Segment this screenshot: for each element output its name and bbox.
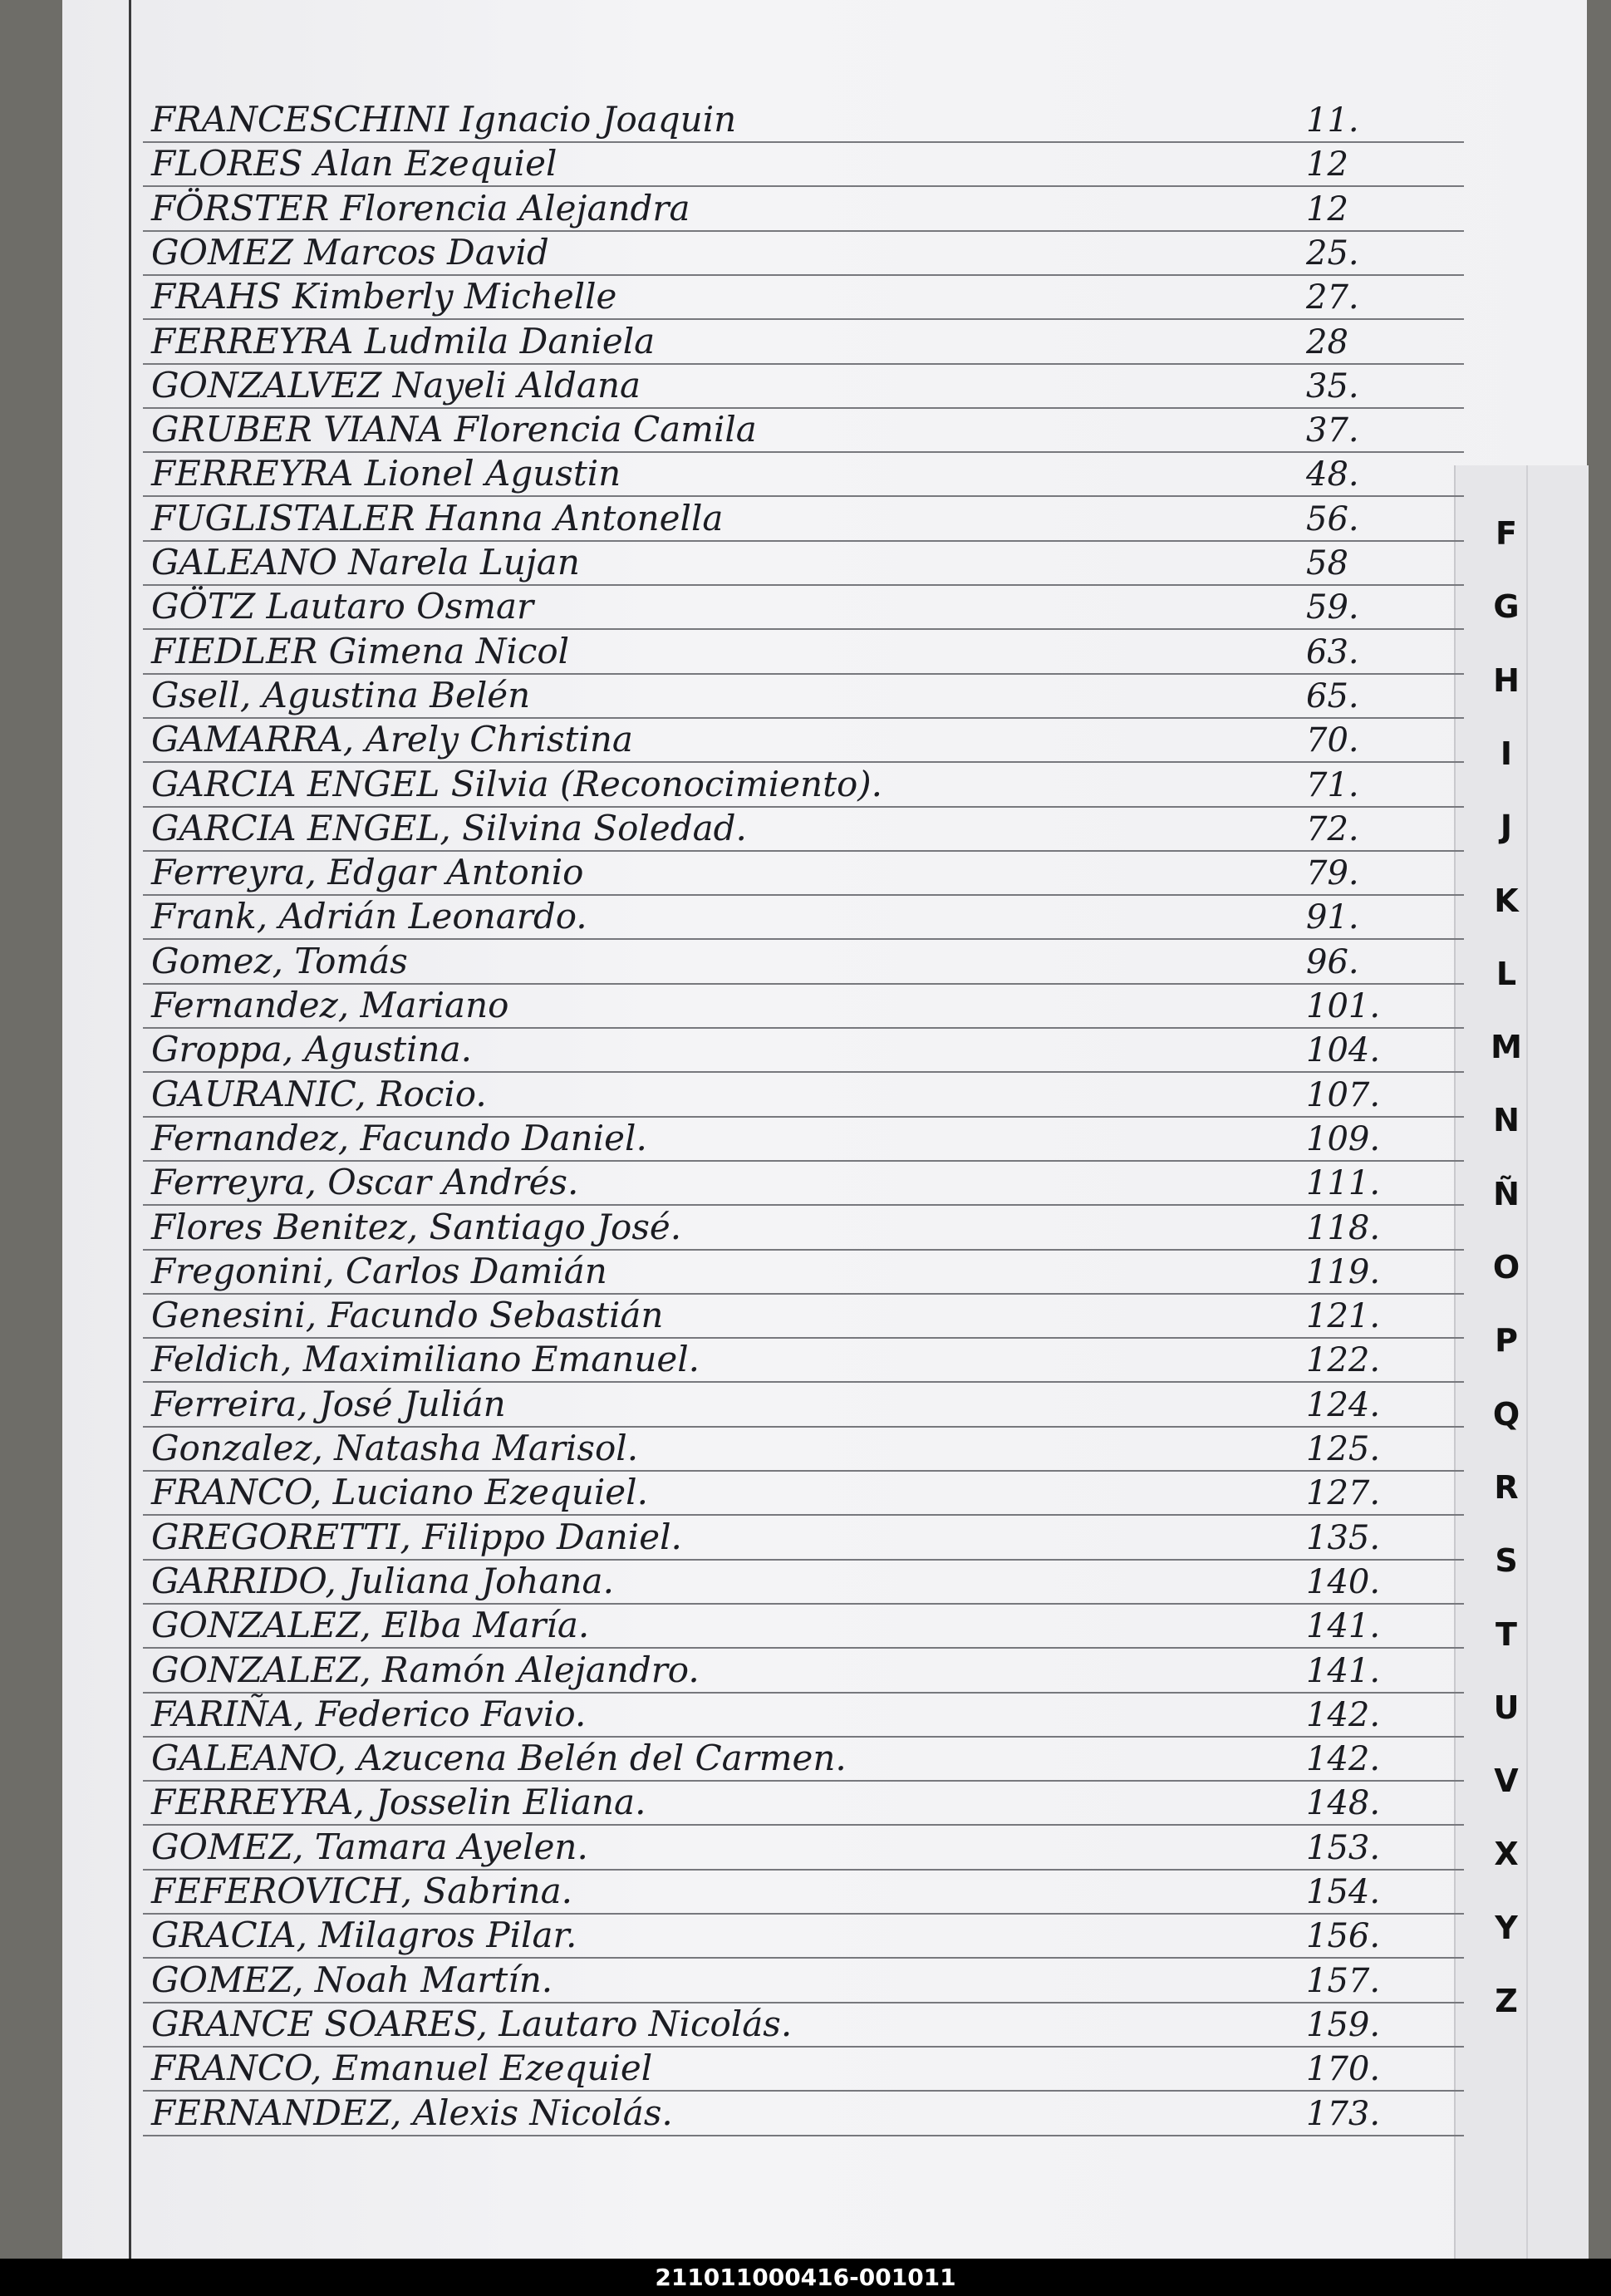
ledger-entry <box>143 321 1464 365</box>
folio-number: 141. <box>1306 1652 1381 1690</box>
index-tab[interactable]: Z <box>1495 1983 1518 2019</box>
ledger-entry <box>143 1074 1464 1118</box>
index-tab[interactable]: S <box>1495 1542 1518 1579</box>
ledger-entry <box>143 1738 1464 1782</box>
folio-number: 65. <box>1306 677 1359 715</box>
ruled-line <box>143 1514 1464 1516</box>
student-name: FLORES Alan Ezequiel <box>151 143 557 184</box>
index-tab[interactable]: V <box>1494 1763 1519 1799</box>
document-id: 211011000416-001011 <box>655 2264 956 2291</box>
ledger-entry <box>143 1605 1464 1649</box>
ledger-entry <box>143 1472 1464 1516</box>
ruled-line <box>143 2135 1464 2136</box>
ledger-entry <box>143 542 1464 586</box>
student-name: Fernandez, Mariano <box>151 985 509 1025</box>
folio-number: 12 <box>1306 190 1348 229</box>
ruled-line <box>143 1071 1464 1073</box>
index-tab[interactable]: G <box>1493 588 1520 625</box>
student-name: FÖRSTER Florencia Alejandra <box>151 188 690 229</box>
student-name: Gsell, Agustina Belén <box>151 675 531 715</box>
folio-number: 170. <box>1306 2050 1381 2088</box>
ruled-line <box>143 1824 1464 1826</box>
student-name: GONZALEZ, Elba María. <box>151 1605 590 1645</box>
student-name: GRANCE SOARES, Lautaro Nicolás. <box>151 2003 793 2044</box>
student-name: FRAHS Kimberly Michelle <box>151 276 617 317</box>
student-name: GARCIA ENGEL Silvia (Reconocimiento). <box>151 764 882 804</box>
ledger-entry <box>143 1162 1464 1206</box>
ledger-entry <box>143 1339 1464 1383</box>
student-name: FARIÑA, Federico Favio. <box>151 1694 587 1734</box>
ruled-line <box>143 1647 1464 1649</box>
ledger-entry <box>143 1295 1464 1339</box>
student-name: FEFEROVICH, Sabrina. <box>151 1871 572 1911</box>
folio-number: 11. <box>1306 101 1359 140</box>
ledger-entry <box>143 764 1464 808</box>
ledger-entry <box>143 1915 1464 1959</box>
ledger-entry <box>143 2092 1464 2136</box>
folio-number: 35. <box>1306 367 1359 406</box>
folio-number: 127. <box>1306 1474 1381 1512</box>
ledger-entry <box>143 1029 1464 1073</box>
ledger-entry <box>143 2048 1464 2092</box>
ruled-line <box>143 495 1464 497</box>
ruled-line <box>143 1957 1464 1959</box>
student-name: Gonzalez, Natasha Marisol. <box>151 1428 639 1468</box>
student-name: Frank, Adrián Leonardo. <box>151 896 587 937</box>
index-tab[interactable]: N <box>1493 1102 1520 1138</box>
ledger-entry <box>143 2003 1464 2048</box>
folio-number: 59. <box>1306 588 1359 627</box>
student-name: Feldich, Maximiliano Emanuel. <box>151 1339 700 1379</box>
folio-number: 48. <box>1306 455 1359 494</box>
student-name: GAMARRA, Arely Christina <box>151 719 633 760</box>
student-name: FRANCO, Emanuel Ezequiel <box>151 2048 653 2088</box>
student-name: GREGORETTI, Filippo Daniel. <box>151 1517 682 1557</box>
folio-number: 173. <box>1306 2095 1381 2133</box>
ledger-entry <box>143 808 1464 852</box>
student-name: Fregonini, Carlos Damián <box>151 1251 607 1291</box>
folio-number: 142. <box>1306 1740 1381 1778</box>
folio-number: 27. <box>1306 278 1359 317</box>
ledger-entry <box>143 941 1464 985</box>
folio-number: 111. <box>1306 1164 1381 1202</box>
student-name: FERREYRA, Josselin Eliana. <box>151 1782 646 1822</box>
folio-number: 72. <box>1306 810 1359 848</box>
index-tab[interactable]: K <box>1494 883 1519 919</box>
ledger-entry <box>143 1384 1464 1428</box>
student-name: GARRIDO, Juliana Johana. <box>151 1561 614 1601</box>
folio-number: 56. <box>1306 500 1359 538</box>
ruled-line <box>143 761 1464 763</box>
folio-number: 125. <box>1306 1430 1381 1468</box>
folio-number: 28 <box>1306 323 1348 361</box>
student-name: FERREYRA Ludmila Daniela <box>151 321 656 361</box>
folio-number: 122. <box>1306 1341 1381 1379</box>
ledger-entry <box>143 631 1464 675</box>
index-tab[interactable]: J <box>1500 809 1513 845</box>
index-tab[interactable]: Q <box>1492 1396 1520 1433</box>
student-name: FRANCESCHINI Ignacio Joaquin <box>151 99 737 140</box>
index-tab[interactable]: H <box>1493 662 1520 699</box>
ledger-entry <box>143 365 1464 409</box>
ruled-line <box>143 938 1464 940</box>
folio-number: 141. <box>1306 1607 1381 1645</box>
student-name: GÖTZ Lautaro Osmar <box>151 586 534 627</box>
ledger-entry <box>143 143 1464 187</box>
ruled-line <box>143 1381 1464 1383</box>
ledger-entry <box>143 1694 1464 1738</box>
ruled-line <box>143 2090 1464 2092</box>
ledger-entry <box>143 1959 1464 2003</box>
folio-number: 58 <box>1306 544 1348 583</box>
student-name: FERNANDEZ, Alexis Nicolás. <box>151 2092 673 2133</box>
folio-number: 79. <box>1306 854 1359 892</box>
folio-number: 104. <box>1306 1031 1381 1069</box>
index-tab[interactable]: R <box>1494 1469 1519 1506</box>
folio-number: 135. <box>1306 1519 1381 1557</box>
folio-number: 63. <box>1306 633 1359 671</box>
index-tab[interactable]: P <box>1495 1322 1518 1359</box>
student-name: Ferreyra, Oscar Andrés. <box>151 1162 579 1202</box>
index-tab[interactable]: T <box>1496 1616 1517 1653</box>
student-name: FRANCO, Luciano Ezequiel. <box>151 1472 648 1512</box>
student-name: Genesini, Facundo Sebastián <box>151 1295 664 1335</box>
folio-number: 25. <box>1306 234 1359 273</box>
ledger-entry <box>143 99 1464 143</box>
folio-number: 109. <box>1306 1120 1381 1158</box>
student-name: Flores Benitez, Santiago José. <box>151 1207 682 1247</box>
ledger-entry <box>143 586 1464 630</box>
folio-number: 140. <box>1306 1563 1381 1601</box>
ledger-entry <box>143 1871 1464 1915</box>
student-name: GOMEZ Marcos David <box>151 232 549 273</box>
folio-number: 71. <box>1306 766 1359 804</box>
folio-number: 148. <box>1306 1784 1381 1822</box>
folio-number: 124. <box>1306 1386 1381 1424</box>
folio-number: 101. <box>1306 987 1381 1025</box>
student-name: FUGLISTALER Hanna Antonella <box>151 498 724 538</box>
ledger-entry <box>143 276 1464 320</box>
folio-number: 12 <box>1306 145 1348 184</box>
student-name: GAURANIC, Rocio. <box>151 1074 487 1114</box>
folio-number: 119. <box>1306 1253 1381 1291</box>
student-name: Ferreyra, Edgar Antonio <box>151 852 584 892</box>
student-name: Groppa, Agustina. <box>151 1029 472 1069</box>
index-tab[interactable]: O <box>1492 1249 1520 1286</box>
folio-number: 159. <box>1306 2006 1381 2044</box>
student-name: Gomez, Tomás <box>151 941 408 981</box>
ledger-entry <box>143 1649 1464 1694</box>
ruled-line <box>143 318 1464 320</box>
ledger-entry <box>143 1118 1464 1162</box>
folio-number: 121. <box>1306 1297 1381 1335</box>
student-name: GONZALVEZ Nayeli Aldana <box>151 365 641 406</box>
ledger-entry <box>143 852 1464 896</box>
folio-number: 118. <box>1306 1209 1381 1247</box>
index-tab[interactable]: L <box>1496 956 1517 992</box>
student-name: GALEANO, Azucena Belén del Carmen. <box>151 1738 847 1778</box>
folio-number: 70. <box>1306 721 1359 760</box>
ledger-entry <box>143 675 1464 719</box>
ledger-entry <box>143 188 1464 232</box>
ledger-entry <box>143 498 1464 542</box>
student-name: GOMEZ, Noah Martín. <box>151 1959 553 2000</box>
ledger-entry <box>143 232 1464 276</box>
folio-number: 91. <box>1306 898 1359 937</box>
folio-number: 156. <box>1306 1917 1381 1955</box>
ruled-line <box>143 628 1464 630</box>
ledger-entry <box>143 719 1464 763</box>
ledger-entry <box>143 1428 1464 1472</box>
folio-number: 37. <box>1306 411 1359 450</box>
ruled-line <box>143 185 1464 187</box>
ledger-entry <box>143 1826 1464 1871</box>
ledger-entry <box>143 409 1464 453</box>
index-tab[interactable]: F <box>1496 515 1517 552</box>
folio-number: 96. <box>1306 943 1359 981</box>
folio-number: 142. <box>1306 1696 1381 1734</box>
ledger-entry <box>143 1251 1464 1295</box>
index-tab[interactable]: Y <box>1495 1910 1518 1946</box>
folio-number: 157. <box>1306 1962 1381 2000</box>
folio-number: 153. <box>1306 1829 1381 1867</box>
index-tab[interactable]: M <box>1491 1029 1522 1065</box>
student-name: GALEANO Narela Lujan <box>151 542 580 583</box>
student-name: GOMEZ, Tamara Ayelen. <box>151 1826 588 1867</box>
student-name: GARCIA ENGEL, Silvina Soledad. <box>151 808 747 848</box>
index-tab[interactable]: Ñ <box>1493 1176 1520 1212</box>
student-name: Fernandez, Facundo Daniel. <box>151 1118 647 1158</box>
ledger-entry <box>143 1207 1464 1251</box>
student-name: GONZALEZ, Ramón Alejandro. <box>151 1649 700 1690</box>
student-name: Ferreira, José Julián <box>151 1384 506 1424</box>
ruled-line <box>143 1204 1464 1206</box>
index-tab[interactable]: I <box>1500 735 1513 772</box>
ledger-entry <box>143 453 1464 497</box>
student-name: FERREYRA Lionel Agustin <box>151 453 621 494</box>
ledger-entry <box>143 1561 1464 1605</box>
document-id-bar <box>0 2259 1611 2296</box>
student-name: FIEDLER Gimena Nicol <box>151 631 570 671</box>
ledger-entry <box>143 985 1464 1029</box>
student-name: GRACIA, Milagros Pilar. <box>151 1915 577 1955</box>
ledger-entry <box>143 1782 1464 1826</box>
student-name: GRUBER VIANA Florencia Camila <box>151 409 757 450</box>
ledger-entry <box>143 896 1464 940</box>
ledger-entry <box>143 1517 1464 1561</box>
index-tab[interactable]: U <box>1493 1689 1520 1726</box>
folio-number: 154. <box>1306 1873 1381 1911</box>
index-tab[interactable]: X <box>1494 1836 1519 1872</box>
folio-number: 107. <box>1306 1076 1381 1114</box>
